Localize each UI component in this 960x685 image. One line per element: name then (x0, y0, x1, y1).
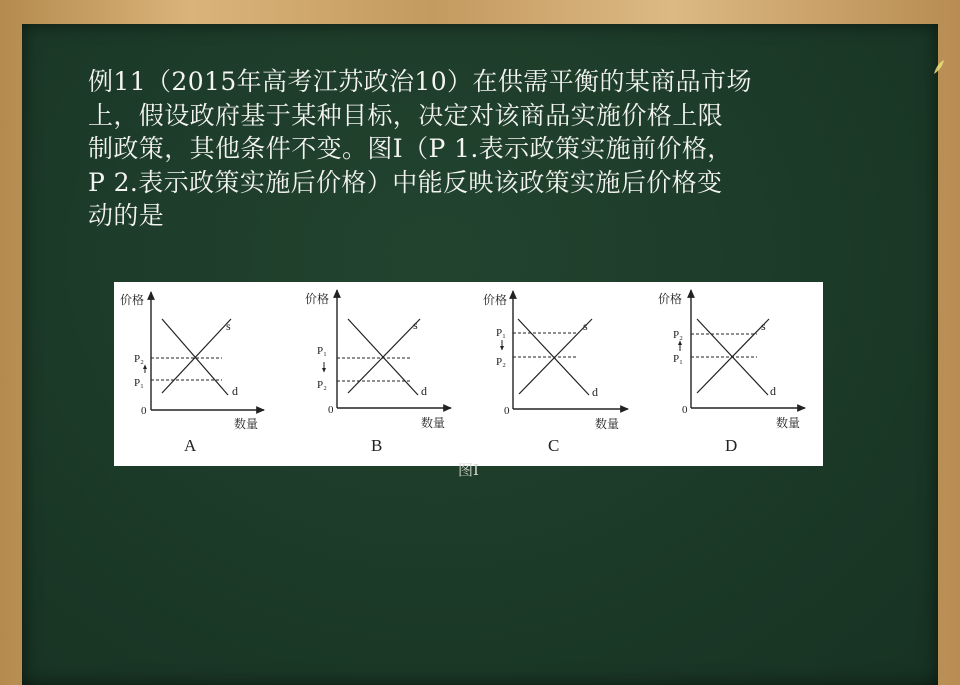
graph-d-upper-label: P₂ (673, 329, 683, 341)
graph-a-y-label: 价格 (120, 293, 145, 307)
graph-d-id: D (725, 436, 738, 455)
supply-demand-figure (114, 282, 823, 466)
graph-d-lower-label: P₁ (673, 353, 683, 365)
question-line-5: 动的是 (88, 201, 165, 230)
graph-a (120, 292, 264, 455)
graph-d-demand-label: d (770, 384, 776, 398)
graph-c (483, 291, 628, 455)
graph-d (658, 290, 805, 455)
graph-b-lower-label: P₂ (317, 379, 327, 391)
graph-b-demand-line (348, 319, 418, 395)
question-line-2: 上，假设政府基于某种目标，决定对该商品实施价格上限 (88, 100, 724, 130)
graph-c-lower-label: P₂ (496, 356, 506, 368)
graph-c-demand-label: d (592, 385, 598, 399)
chalk-leaf-icon (932, 58, 946, 76)
figure-caption: 图Ⅰ (458, 461, 479, 479)
graph-b-upper-label: P₁ (317, 345, 327, 357)
question-text (88, 65, 908, 233)
graph-c-x-label: 数量 (595, 417, 620, 431)
graph-b-demand-label: d (421, 384, 427, 398)
graph-a-demand-label: d (232, 384, 238, 398)
graph-d-y-label: 价格 (658, 292, 683, 306)
graph-a-id: A (184, 436, 197, 455)
question-line-1: 例11（2015年高考江苏政治10）在供需平衡的某商品市场 (88, 67, 752, 96)
graph-a-demand-line (162, 319, 228, 395)
graph-c-id: C (548, 436, 560, 455)
figure-svg (114, 282, 823, 466)
graph-d-origin: 0 (682, 404, 688, 416)
graph-a-supply-label: s (226, 319, 231, 333)
graph-c-origin: 0 (504, 405, 510, 417)
graph-a-x-label: 数量 (234, 417, 259, 431)
graph-b-id: B (371, 436, 383, 455)
graph-b-supply-label: s (413, 318, 418, 332)
graph-d-x-label: 数量 (776, 416, 801, 430)
question-line-4: P 2.表示政策实施后价格）中能反映该政策实施后价格变 (88, 167, 723, 197)
graph-a-lower-label: P₁ (134, 377, 144, 389)
graph-b-y-label: 价格 (305, 292, 330, 306)
graph-b (305, 290, 451, 455)
graph-b-origin: 0 (328, 404, 334, 416)
graph-c-upper-label: P₁ (496, 327, 506, 339)
graph-b-x-label: 数量 (421, 416, 446, 430)
question-line-3: 制政策，其他条件不变。图Ⅰ（P 1.表示政策实施前价格， (88, 134, 733, 163)
graph-c-y-label: 价格 (483, 293, 508, 307)
graph-a-upper-label: P₂ (134, 353, 144, 365)
graph-d-supply-label: s (761, 319, 766, 333)
graph-c-supply-label: s (583, 319, 588, 333)
graph-a-origin: 0 (141, 405, 147, 417)
